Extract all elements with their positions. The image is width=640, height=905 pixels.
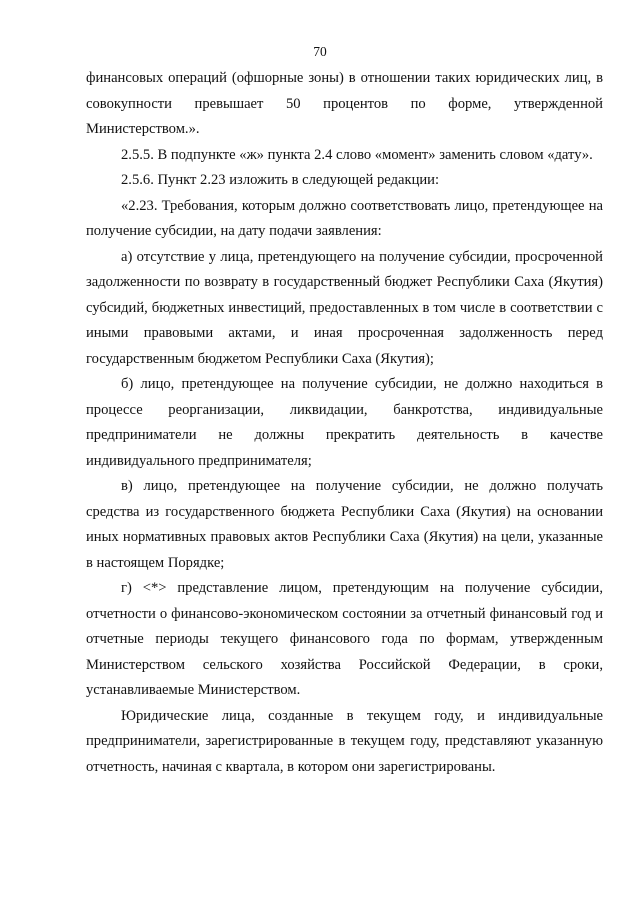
paragraph-2-5-5: 2.5.5. В подпункте «ж» пункта 2.4 слово «момент» заменить словом «дату». bbox=[121, 146, 593, 163]
paragraph-item-g: г) <*> представление лицом, претендующим на получение субсидии, отчетности о финансово-экономическом состоянии за отчетный финансовый год и отчетные периоды текущего финансового года по формам, утвержденным Министерством сельского хозяйства Российской Федерации, в сроки, устанавливаемые Министерством. bbox=[86, 580, 603, 698]
paragraph-item-b: б) лицо, претендующее на получение субсидии, не должно находиться в процессе реорганизации, ликвидации, банкротства, индивидуальные предприниматели не должны прекратить деятельность в качестве индивидуального предпринимателя; bbox=[86, 376, 603, 469]
page-number: 70 bbox=[313, 44, 327, 59]
paragraph-offshore-continuation: финансовых операций (офшорные зоны) в отношении таких юридических лиц, в совокупности превышает 50 процентов по форме, утвержденной Министерством.». bbox=[86, 70, 603, 137]
document-body bbox=[86, 66, 603, 780]
paragraph-2-5-6: 2.5.6. Пункт 2.23 изложить в следующей редакции: bbox=[121, 172, 440, 188]
paragraph-2-23-intro: «2.23. Требования, которым должно соответствовать лицо, претендующее на получение субсидии, на дату подачи заявления: bbox=[86, 197, 603, 239]
paragraph-item-v: в) лицо, претендующее на получение субсидии, не должно получать средства из государственного бюджета Республики Саха (Якутия) на основании иных нормативных правовых актов Республики Саха (Якутия) на цели, указанные в настоящем Порядке; bbox=[86, 478, 603, 571]
paragraph-item-a: а) отсутствие у лица, претендующего на получение субсидии, просроченной задолженности по возврату в государственный бюджет Республики Саха (Якутия) субсидий, бюджетных инвестиций, предоставленных в том числе в соответствии с иными правовыми актами, и иная просроченная задолженность перед государственным бюджетом Республики Саха (Якутия); bbox=[86, 248, 603, 367]
paragraph-new-entities: Юридические лица, созданные в текущем году, и индивидуальные предприниматели, зарегистрированные в текущем году, представляют указанную отчетность, начиная с квартала, в котором они зарегистрированы. bbox=[86, 707, 603, 775]
